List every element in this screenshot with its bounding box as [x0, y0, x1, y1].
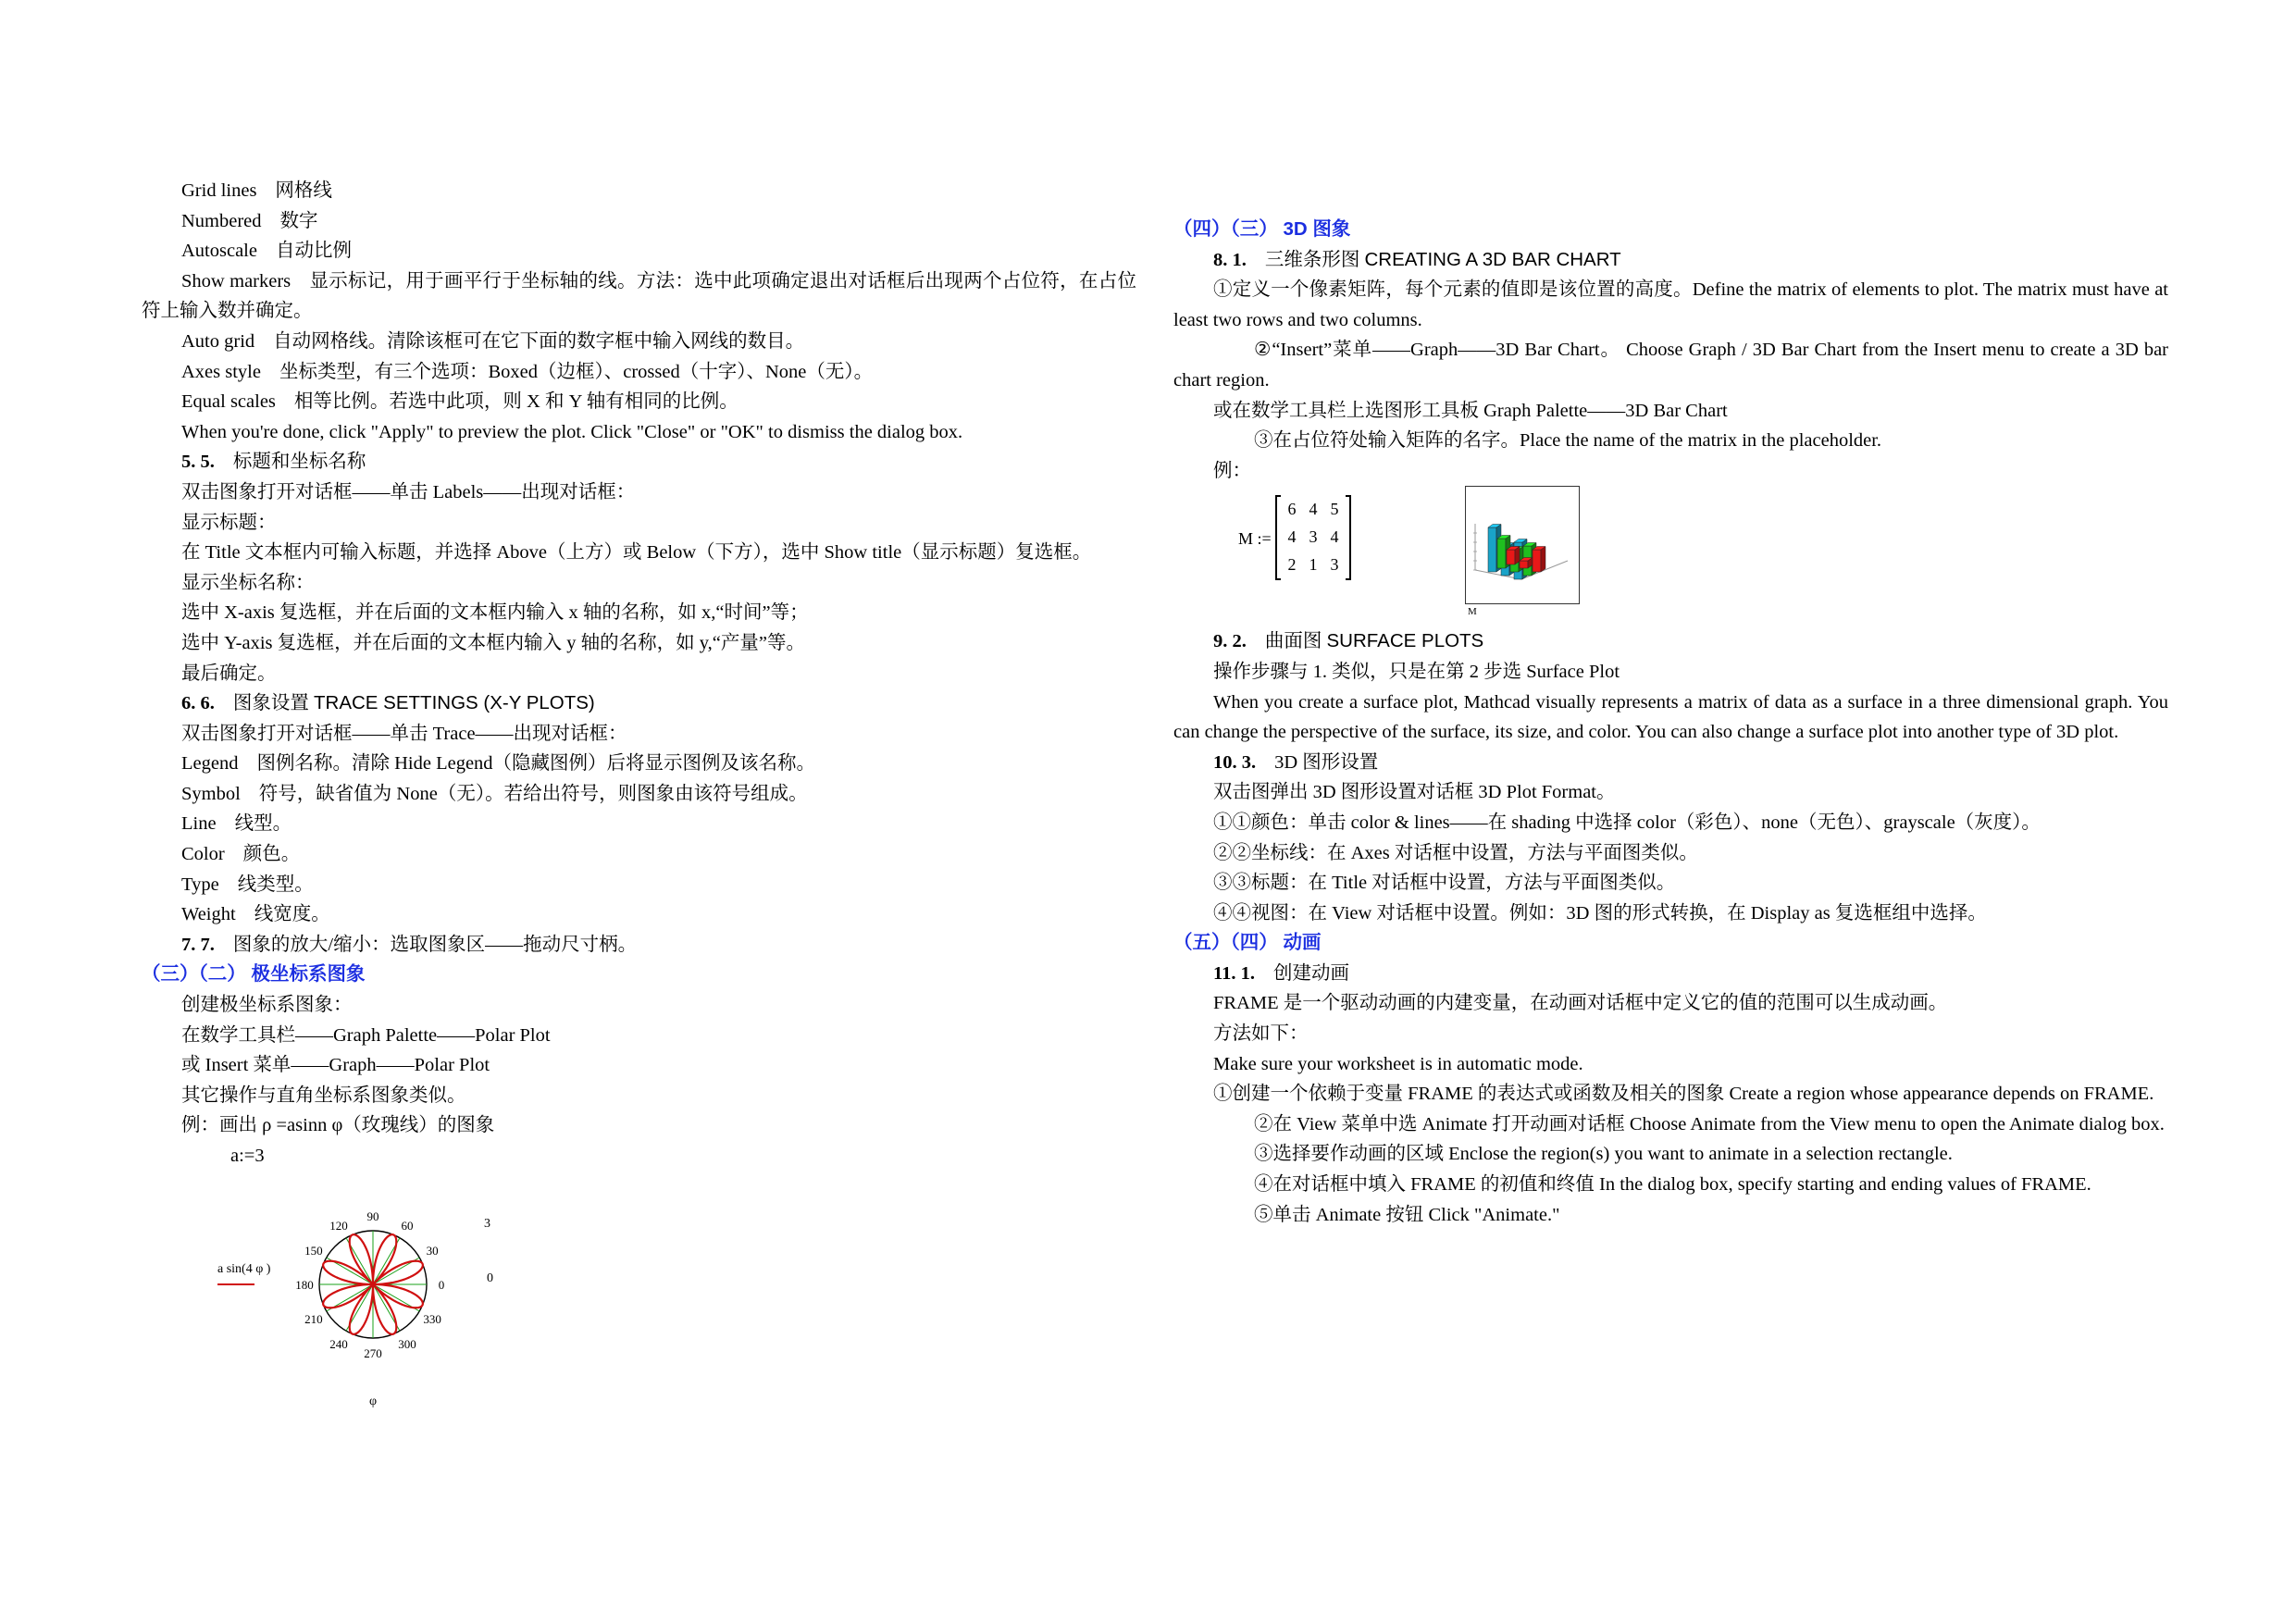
polar-angle-label: 180	[295, 1277, 314, 1292]
autoscale-row: Autoscale 自动比例	[181, 241, 352, 262]
matrix-expression	[1238, 495, 1359, 583]
polar-angle-label: 0	[438, 1277, 445, 1292]
polar-angle-label: 330	[423, 1311, 441, 1326]
s10-line: ①①颜色：单击 color & lines——在 shading 中选择 color（彩色）、none（无色）、grayscale（灰度）。	[1213, 812, 2041, 833]
matrix-name: M :=	[1238, 529, 1272, 549]
bar3d-bar	[1497, 539, 1506, 568]
s5-line: 选中 X-axis 复选框，并在后面的文本框内输入 x 轴的名称，如 x,“时间”等；	[181, 602, 809, 624]
s11-line: FRAME 是一个驱动动画的内建变量，在动画对话框中定义它的值的范围可以生成动画。	[1213, 993, 1948, 1014]
polar-angle-label: 120	[329, 1218, 348, 1233]
polar-angle-label: 30	[426, 1243, 439, 1258]
section-8-heading: 8. 1. 三维条形图 CREATING A 3D BAR CHART	[1213, 248, 1621, 270]
polar-line: 创建极坐标系图象：	[181, 995, 353, 1016]
left-column	[142, 176, 1137, 1408]
polar-plot-figure	[142, 1172, 1136, 1408]
symbol-row: Symbol 符号，缺省值为 None（无）。若给出符号，则图象由该符号组成。	[181, 783, 808, 804]
s10-line: ④④视图：在 View 对话框中设置。例如：3D 图的形式转换，在 Display as 复选框组中选择。	[1213, 902, 1987, 924]
s8-paragraph-4: ③在占位符处输入矩阵的名字。Place the name of the matrix in the placeholder.	[1254, 430, 1882, 452]
section-10-heading: 10. 3. 3D 图形设置	[1213, 751, 1379, 773]
when-done-text: When you're done, click "Apply" to preview the plot. Click "Close" or "OK" to dismiss the dialog box.	[181, 421, 963, 442]
y-axis-label: a sin(4 φ )	[217, 1261, 271, 1276]
section-11-heading: 11. 1. 创建动画	[1213, 962, 1349, 984]
s8-paragraph-2: ②“Insert”菜单——Graph——3D Bar Chart。 Choose Graph / 3D Bar Chart from the Insert menu to create a 3D bar chart region.	[1173, 340, 2168, 391]
polar-angle-label: 270	[364, 1345, 382, 1360]
3d-section-heading: （四）（三） 3D 图象	[1173, 218, 1351, 240]
s10-line: 双击图弹出 3D 图形设置对话框 3D Plot Format。	[1213, 782, 1616, 803]
bar3d-bar	[1507, 550, 1515, 564]
legend-row: Legend 图例名称。清除 Hide Legend（隐藏图例）后将显示图例及该名称。	[181, 753, 816, 775]
matrix-values: 6 4 5 4 3 4 2 1 3	[1287, 500, 1339, 575]
polar-section-heading: （三）（二） 极坐标系图象	[142, 963, 366, 986]
polar-angle-label: 240	[329, 1336, 348, 1351]
s10-line: ②②坐标线：在 Axes 对话框中设置，方法与平面图类似。	[1213, 842, 1698, 863]
polar-line: 或 Insert 菜单——Graph——Polar Plot	[181, 1055, 490, 1076]
type-row: Type 线类型。	[181, 874, 314, 895]
bar-chart-caption: M	[1468, 606, 1477, 618]
color-row: Color 颜色。	[181, 844, 301, 865]
numbered-row: Numbered 数字	[181, 210, 318, 231]
s5-line: 显示标题：	[181, 512, 277, 533]
bar-chart-3d	[1466, 487, 1579, 603]
s8-example: 例：	[1213, 460, 1251, 481]
s11-line: ③选择要作动画的区域 Enclose the region(s) you want to animate in a selection rectangle.	[1254, 1144, 1953, 1165]
bar-chart-3d-frame	[1465, 486, 1580, 604]
polar-angle-label: 210	[304, 1311, 323, 1326]
line-row: Line 线型。	[181, 813, 292, 835]
polar-plot	[206, 1190, 595, 1412]
s5-line: 最后确定。	[181, 663, 277, 684]
bar3d-bar-side	[1541, 547, 1545, 573]
s8-paragraph-1: ①定义一个像素矩阵，每个元素的值即是该位置的高度。Define the matrix of elements to plot. The matrix must have at least two rows and two columns.	[1173, 279, 2168, 330]
polar-angle-label: 60	[401, 1218, 414, 1233]
polar-angle-label: 300	[398, 1336, 416, 1351]
polar-line: 例：画出 ρ =asinn φ（玫瑰线）的图象	[181, 1115, 495, 1136]
s11-paragraph-1: ①创建一个依赖于变量 FRAME 的表达式或函数及相关的图象 Create a region whose appearance depends on FRAME.	[1213, 1084, 2154, 1105]
s5-line: 选中 Y-axis 复选框，并在后面的文本框内输入 y 轴的名称，如 y,“产量”等。	[181, 632, 805, 653]
matrix-and-bar-figure	[1173, 486, 2168, 626]
radius-max-label: 3	[484, 1216, 490, 1231]
polar-angle-label: 150	[304, 1243, 323, 1258]
s11-paragraph-2: ②在 View 菜单中选 Animate 打开动画对话框 Choose Animate from the View menu to open the Animate dialog box.	[1254, 1113, 2165, 1134]
bar3d-bar	[1488, 527, 1496, 572]
s11-line: Make sure your worksheet is in automatic mode.	[1213, 1053, 1583, 1074]
s11-line: ⑤单击 Animate 按钮 Click "Animate."	[1254, 1204, 1560, 1225]
radius-min-label: 0	[487, 1271, 493, 1285]
matrix-bracket	[1275, 495, 1351, 580]
s5-line: 双击图象打开对话框——单击 Labels——出现对话框：	[181, 481, 636, 502]
show-markers-row: Show markers 显示标记，用于画平行于坐标轴的线。方法：选中此项确定退出对话框后出现两个占位符，在占位符上输入数并确定。	[142, 270, 1137, 322]
s5-title-paragraph: 在 Title 文本框内可输入标题，并选择 Above（上方）或 Below（下方），选中 Show title（显示标题）复选框。	[181, 542, 1092, 564]
s8-paragraph-3: 或在数学工具栏上选图形工具板 Graph Palette——3D Bar Chart	[1213, 400, 1728, 421]
equal-scales-row: Equal scales 相等比例。若选中此项，则 X 和 Y 轴有相同的比例。	[181, 391, 738, 413]
s5-line: 显示坐标名称：	[181, 572, 315, 593]
s10-line: ③③标题：在 Title 对话框中设置，方法与平面图类似。	[1213, 873, 1676, 894]
section-7-heading: 7. 7. 图象的放大/缩小：选取图象区——拖动尺寸柄。	[181, 934, 638, 955]
polar-line: 在数学工具栏——Graph Palette——Polar Plot	[181, 1024, 551, 1046]
s9-paragraph-2: When you create a surface plot, Mathcad visually represents a matrix of data as a surface in a three dimensional graph. You can change the perspective of the surface, its size, and color. You can also change a surface plot into another type of 3D plot.	[1173, 691, 2168, 743]
animation-section-heading: （五）（四） 动画	[1173, 932, 1322, 954]
section-6-heading: 6. 6. 图象设置 TRACE SETTINGS (X-Y PLOTS)	[181, 692, 595, 714]
axes-style-row: Axes style 坐标类型，有三个选项：Boxed（边框）、crossed（十字）、None（无）。	[181, 361, 874, 382]
grid-lines-row: Grid lines 网格线	[181, 180, 332, 201]
polar-angle-label: 90	[366, 1209, 379, 1223]
bar3d-bar	[1520, 561, 1528, 568]
section-5-heading: 5. 5. 标题和坐标名称	[181, 452, 366, 473]
a-assignment: a:=3	[230, 1146, 265, 1166]
weight-row: Weight 线宽度。	[181, 904, 330, 925]
section-9-heading: 9. 2. 曲面图 SURFACE PLOTS	[1213, 630, 1484, 652]
x-axis-label: φ	[369, 1394, 378, 1408]
s9-paragraph-1: 操作步骤与 1. 类似，只是在第 2 步选 Surface Plot	[1213, 661, 1620, 682]
s11-line: ④在对话框中填入 FRAME 的初值和终值 In the dialog box, specify starting and ending values of FRAME.	[1254, 1174, 2091, 1196]
s11-line: 方法如下：	[1213, 1023, 1309, 1045]
right-column	[1173, 215, 2168, 1230]
polar-line: 其它操作与直角坐标系图象类似。	[181, 1085, 466, 1106]
auto-grid-row: Auto grid 自动网格线。清除该框可在它下面的数字框中输入网线的数目。	[181, 330, 805, 352]
s6-intro: 双击图象打开对话框——单击 Trace——出现对话框：	[181, 723, 627, 744]
bar3d-bar	[1533, 550, 1541, 572]
